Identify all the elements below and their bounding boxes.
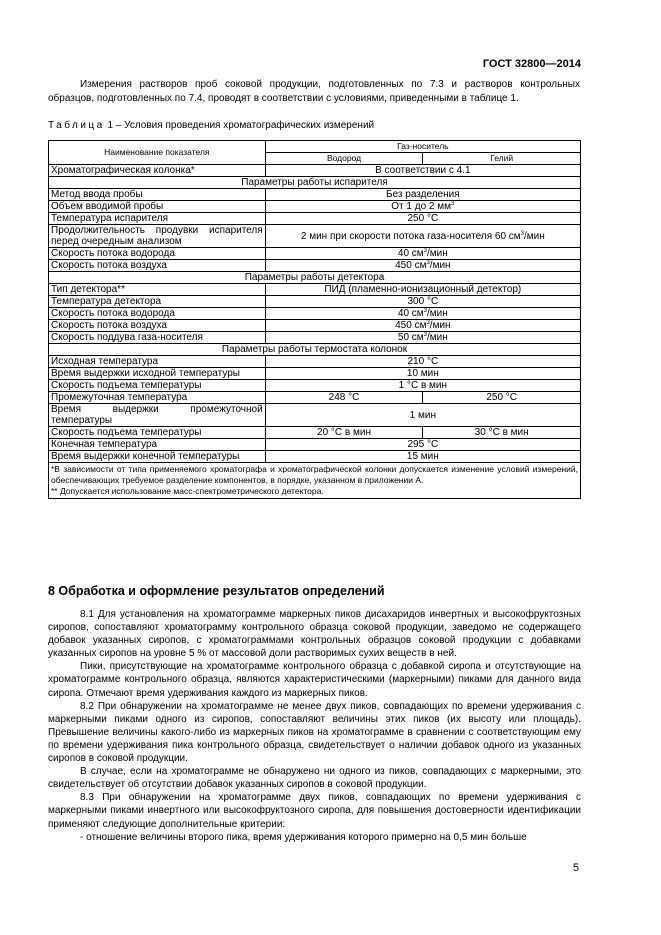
paragraph: 8.3 При обнаружении на хроматограмме двух пиков, совпадающих по времени удерживания с маркерными пиками инвертного или высокофруктозного сиропа, для повышения достоверности идентификации применяют следующие дополнительные критерии: — [48, 792, 581, 830]
table-row — [49, 439, 581, 451]
table-row — [49, 225, 581, 248]
table-row — [49, 260, 581, 272]
row-value-helium: 250 °С — [423, 392, 581, 404]
row-name: Исходная температура — [49, 356, 266, 368]
section-title: 8 Обработка и оформление результатов определений — [48, 584, 385, 598]
row-name: Скорость подъема температуры — [49, 380, 266, 392]
row-name: Хроматографическая колонка* — [49, 165, 266, 177]
row-value: 40 $см^3$/мин — [265, 308, 580, 320]
row-value: 2 мин при скорости потока газа-носителя 60 $см^3$/мин — [265, 225, 580, 248]
table-row — [49, 308, 581, 320]
row-name: Скорость поддува газа-носителя — [49, 332, 266, 344]
row-value: Без разделения — [265, 189, 580, 201]
row-name: Скорость потока воздуха — [49, 260, 266, 272]
row-value: 450 $см^3$/мин — [265, 260, 580, 272]
conditions-table — [48, 140, 581, 499]
row-value-hydrogen: 248 °С — [265, 392, 423, 404]
row-name: Промежуточная температура — [49, 392, 266, 404]
table-row — [49, 368, 581, 380]
row-name: Тип детектора** — [49, 284, 266, 296]
row-name: Скорость потока водорода — [49, 308, 266, 320]
table-row — [49, 392, 581, 404]
row-name: Конечная температура — [49, 439, 266, 451]
row-value: В соответствии с 4.1 — [265, 165, 580, 177]
row-value: 10 мин — [265, 368, 580, 380]
document-header: ГОСТ 32800—2014 — [482, 58, 581, 70]
table-notes-row — [49, 463, 581, 499]
table-row — [49, 284, 581, 296]
table-caption-word: Таблица — [48, 120, 105, 131]
table-note-2: ** Допускается использование масс-спектрометрического детектора. — [51, 486, 324, 496]
table-caption — [48, 120, 374, 131]
row-value: 15 мин — [265, 451, 580, 463]
row-value: 300 °С — [265, 296, 580, 308]
row-value: 295 °С — [265, 439, 580, 451]
section-evaporator: Параметры работы испарителя — [49, 177, 581, 189]
section-body — [48, 608, 581, 844]
row-name: Температура детектора — [49, 296, 266, 308]
table-row — [49, 248, 581, 260]
table-section-row — [49, 344, 581, 356]
table-notes — [49, 463, 581, 499]
row-name: Температура испарителя — [49, 213, 266, 225]
table-row — [49, 451, 581, 463]
row-name: Время выдержки промежуточной температуры — [49, 404, 266, 427]
paragraph: В случае, если на хроматограмме не обнаружено ни одного из пиков, совпадающих с маркерными, это свидетельствует об отсутствии добавок указанных сиропов в соковой продукции. — [48, 766, 581, 791]
table-row — [49, 213, 581, 225]
table-row — [49, 380, 581, 392]
row-value: 450 $см^3$/мин — [265, 320, 580, 332]
row-value-helium: 30 °С в мин — [423, 427, 581, 439]
row-value: 250 °С — [265, 213, 580, 225]
table-row — [49, 189, 581, 201]
row-value: 1 °С в мин — [265, 380, 580, 392]
row-name: Время выдержки исходной температуры — [49, 368, 266, 380]
row-value: ПИД (пламенно-ионизационный детектор) — [265, 284, 580, 296]
page-number: 5 — [572, 862, 579, 874]
header-helium: Гелий — [423, 153, 581, 165]
table-row — [49, 165, 581, 177]
table-section-row — [49, 177, 581, 189]
row-name: Продолжительность продувки испарителя перед очередным анализом — [49, 225, 266, 248]
row-name: Скорость потока водорода — [49, 248, 266, 260]
table-caption-text: 1 – Условия проведения хроматографических измерений — [104, 120, 375, 131]
row-name: Время выдержки конечной температуры — [49, 451, 266, 463]
row-value: 210 °С — [265, 356, 580, 368]
table-row — [49, 332, 581, 344]
section-detector: Параметры работы детектора — [49, 272, 581, 284]
paragraph: 8.2 При обнаружении на хроматограмме не менее двух пиков, совпадающих по времени удерживания с маркерными пиками одного из сиропов, сопоставляют величины этих пиков (их высоту или площадь). Превышение величины какого-либо из маркерных пиков на хроматограмме в сравнении с соответствующим ему по времени удерживания пика контрольного образца, свидетельствует о наличии добавок одного из указанных сиропов в соковой продукции. — [48, 700, 581, 765]
row-value: 40 $см^3$/мин — [265, 248, 580, 260]
table-row — [49, 320, 581, 332]
table-row — [49, 201, 581, 213]
table-row — [49, 356, 581, 368]
table-row — [49, 404, 581, 427]
intro-paragraph: Измерения растворов проб соковой продукции, подготовленных по 7.3 и растворов контрольных образцов, подготовленных по 7.4, проводят в соответствии с условиями, приведенными в таблице 1. — [48, 79, 580, 104]
row-value-hydrogen: 20 °С в мин — [265, 427, 423, 439]
row-value: 1 мин — [265, 404, 580, 427]
section-oven: Параметры работы термостата колонок — [49, 344, 581, 356]
row-value: От 1 до 2 $мм^3$ — [265, 201, 580, 213]
table-note-1: *В зависимости от типа применяемого хроматографа и хроматографической колонки допускается изменение условий измерений, обеспечивающих требуемое разделение компонентов, в порядке, указанном в приложении А. — [51, 464, 578, 485]
paragraph: - отношение величины второго пика, время удерживания которого примерно на 0,5 мин больше — [80, 831, 527, 843]
table-row — [49, 427, 581, 439]
header-carrier-gas: Газ-носитель — [265, 141, 580, 153]
row-name: Скорость потока воздуха — [49, 320, 266, 332]
row-name: Скорость подъема температуры — [49, 427, 266, 439]
paragraph: 8.1 Для установления на хроматограмме маркерных пиков дисахаридов инвертных и высокофруктозных сиропов, сопоставляют хроматограмму контрольного образца соковой продукции, заведомо не содержащего добавок указанных сиропов, с хроматограммами контрольных образцов соковой продукции с добавками указанных сиропов на уровне 5 % от массовой доли растворимых сухих веществ в ней. — [48, 609, 581, 660]
row-value: 50 $см^3$/мин — [265, 332, 580, 344]
row-name: Объем вводимой пробы — [49, 201, 266, 213]
header-parameter: Наименование показателя — [49, 141, 266, 165]
table-section-row — [49, 272, 581, 284]
row-name: Метод ввода пробы — [49, 189, 266, 201]
header-hydrogen: Водород — [265, 153, 423, 165]
table-row — [49, 296, 581, 308]
paragraph: Пики, присутствующие на хроматограмме контрольного образца с добавкой сиропа и отсутствующие на хроматограмме контрольного образца, являются характеристическими (маркерными) пиками для данного вида сиропа. Отмечают время удерживания каждого из маркерных пиков. — [48, 661, 581, 699]
